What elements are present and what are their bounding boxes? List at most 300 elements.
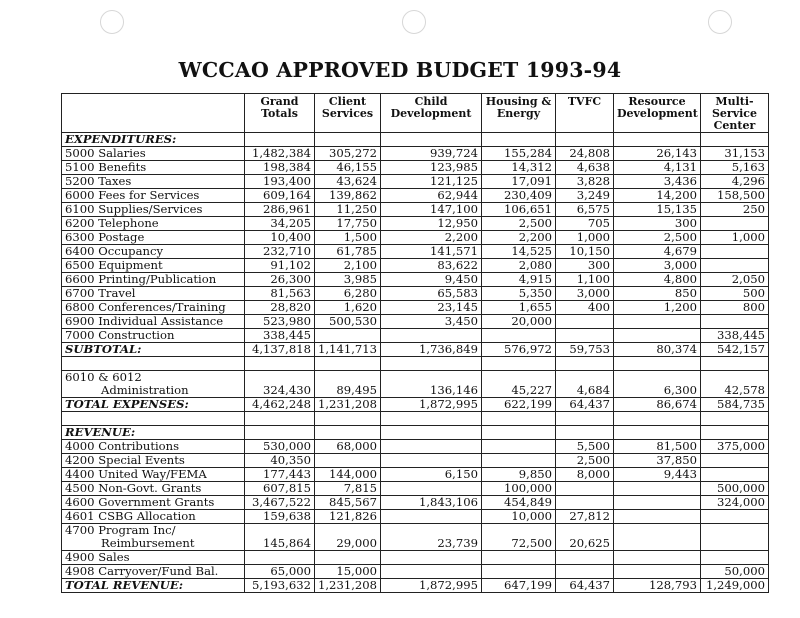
value-cell: [614, 315, 701, 329]
empty-cell: [245, 412, 315, 426]
value-cell: 1,620: [315, 301, 381, 315]
value-cell: [614, 510, 701, 524]
value-cell: 705: [556, 217, 614, 231]
header-label-cell: [62, 94, 245, 133]
account-code: 6700: [65, 286, 95, 300]
spacer-cell: [62, 357, 245, 371]
account-code: 6800: [65, 300, 95, 314]
empty-cell: [614, 133, 701, 147]
value-cell: [701, 468, 769, 482]
line-item-label: [62, 217, 245, 231]
col-header: Grand Totals: [245, 94, 315, 133]
value-cell: 158,500: [701, 189, 769, 203]
value-cell: 10,150: [556, 245, 614, 259]
value-cell: 500: [701, 287, 769, 301]
expense-row: [62, 203, 769, 217]
value-cell: 1,141,713: [315, 343, 381, 357]
account-name: Contributions: [98, 439, 180, 453]
value-cell: [381, 440, 482, 454]
value-cell: 1,736,849: [381, 343, 482, 357]
empty-cell: [245, 426, 315, 440]
line-item-label: [62, 440, 245, 454]
account-name: Fees for Services: [98, 188, 200, 202]
value-cell: 64,437: [556, 398, 614, 412]
value-cell: 24,808: [556, 147, 614, 161]
value-cell: 647,199: [482, 579, 556, 593]
value-cell: [381, 329, 482, 343]
value-cell: 3,249: [556, 189, 614, 203]
value-cell: 939,724: [381, 147, 482, 161]
empty-cell: [315, 357, 381, 371]
revenue-row: [62, 454, 769, 468]
empty-cell: [556, 412, 614, 426]
empty-cell: [482, 133, 556, 147]
account-code: 4600: [65, 495, 95, 509]
expense-row: [62, 161, 769, 175]
value-cell: [556, 551, 614, 565]
value-cell: 1,231,208: [315, 398, 381, 412]
empty-cell: [701, 412, 769, 426]
value-cell: 15,000: [315, 565, 381, 579]
value-cell: [556, 329, 614, 343]
value-cell: 121,125: [381, 175, 482, 189]
account-code: 6200: [65, 216, 95, 230]
line-item-label: [62, 273, 245, 287]
value-cell: 141,571: [381, 245, 482, 259]
empty-cell: [614, 426, 701, 440]
value-cell: 286,961: [245, 203, 315, 217]
punch-hole-center: [402, 10, 426, 34]
expense-row: [62, 147, 769, 161]
value-cell: 850: [614, 287, 701, 301]
value-cell: 1,500: [315, 231, 381, 245]
empty-cell: [614, 412, 701, 426]
empty-cell: [614, 357, 701, 371]
value-cell: [614, 496, 701, 510]
expense-row: [62, 329, 769, 343]
value-cell: 230,409: [482, 189, 556, 203]
value-cell: 155,284: [482, 147, 556, 161]
line-item-label: [62, 203, 245, 217]
value-cell: [482, 454, 556, 468]
value-cell: [381, 510, 482, 524]
value-cell: 2,200: [381, 231, 482, 245]
empty-cell: [701, 426, 769, 440]
col-header: TVFC: [556, 94, 614, 133]
value-cell: 4,462,248: [245, 398, 315, 412]
budget-table: [61, 93, 769, 593]
account-code: 4400: [65, 467, 95, 481]
value-cell: 523,980: [245, 315, 315, 329]
value-cell: [556, 315, 614, 329]
empty-cell: [482, 357, 556, 371]
empty-cell: [245, 133, 315, 147]
value-cell: 3,000: [556, 287, 614, 301]
value-cell: 11,250: [315, 203, 381, 217]
value-cell: 4,638: [556, 161, 614, 175]
expense-row: [62, 217, 769, 231]
spacer-row: [62, 357, 769, 371]
line-item-label: [62, 565, 245, 579]
value-cell: 500,000: [701, 482, 769, 496]
value-cell: 324,000: [701, 496, 769, 510]
account-name: Administration: [101, 383, 189, 397]
value-cell: [482, 440, 556, 454]
value-cell: 14,312: [482, 161, 556, 175]
value-cell: 1,482,384: [245, 147, 315, 161]
account-name: CSBG Allocation: [98, 509, 196, 523]
account-name: Benefits: [98, 160, 147, 174]
account-code: 5200: [65, 174, 95, 188]
expense-row: [62, 287, 769, 301]
value-cell: 17,091: [482, 175, 556, 189]
value-cell: 300: [614, 217, 701, 231]
account-name: Supplies/Services: [98, 202, 203, 216]
empty-cell: [315, 426, 381, 440]
value-cell: 584,735: [701, 398, 769, 412]
account-code: 4000: [65, 439, 95, 453]
expense-row: [62, 189, 769, 203]
value-cell: 250: [701, 203, 769, 217]
value-cell: 123,985: [381, 161, 482, 175]
value-cell: 23,145: [381, 301, 482, 315]
col-header: Child Development: [381, 94, 482, 133]
administration-row: [62, 371, 769, 398]
value-cell: 62,944: [381, 189, 482, 203]
value-cell: [482, 551, 556, 565]
value-cell: 4,800: [614, 273, 701, 287]
empty-cell: [381, 426, 482, 440]
section-row-expenditures: [62, 133, 769, 147]
value-cell: 10,000: [482, 510, 556, 524]
empty-cell: [701, 133, 769, 147]
value-cell: [701, 454, 769, 468]
empty-cell: [381, 412, 482, 426]
value-cell: 542,157: [701, 343, 769, 357]
empty-cell: [482, 412, 556, 426]
account-name: Equipment: [98, 258, 163, 272]
value-cell: 1,000: [556, 231, 614, 245]
value-cell: 1,872,995: [381, 398, 482, 412]
value-cell: [614, 565, 701, 579]
value-cell: 305,272: [315, 147, 381, 161]
value-cell: 45,227: [482, 371, 556, 398]
total-expenses-row: [62, 398, 769, 412]
value-cell: 530,000: [245, 440, 315, 454]
expense-row: [62, 259, 769, 273]
value-cell: 46,155: [315, 161, 381, 175]
value-cell: 8,000: [556, 468, 614, 482]
account-name: Occupancy: [98, 244, 164, 258]
value-cell: 14,200: [614, 189, 701, 203]
value-cell: 5,193,632: [245, 579, 315, 593]
value-cell: [614, 482, 701, 496]
line-item-label: [62, 524, 245, 551]
value-cell: 86,674: [614, 398, 701, 412]
col-header: Resource Development: [614, 94, 701, 133]
value-cell: 14,525: [482, 245, 556, 259]
expense-row: [62, 301, 769, 315]
account-code: 4200: [65, 453, 95, 467]
value-cell: 139,862: [315, 189, 381, 203]
value-cell: 3,828: [556, 175, 614, 189]
value-cell: 2,500: [614, 231, 701, 245]
value-cell: [482, 565, 556, 579]
expense-row: [62, 273, 769, 287]
account-code: 4700: [65, 523, 95, 537]
account-code: 6900: [65, 314, 95, 328]
value-cell: 9,443: [614, 468, 701, 482]
value-cell: 800: [701, 301, 769, 315]
value-cell: [381, 565, 482, 579]
value-cell: 81,563: [245, 287, 315, 301]
value-cell: 1,843,106: [381, 496, 482, 510]
line-item-label: [62, 189, 245, 203]
value-cell: 6,150: [381, 468, 482, 482]
col-header: Multi-Service Center: [701, 94, 769, 133]
account-code: 4601: [65, 509, 95, 523]
value-cell: 3,436: [614, 175, 701, 189]
account-code: 6100: [65, 202, 95, 216]
empty-cell: [381, 133, 482, 147]
spacer-cell: [62, 412, 245, 426]
account-name: Reimbursement: [101, 536, 195, 550]
value-cell: 144,000: [315, 468, 381, 482]
account-name: Non-Govt. Grants: [98, 481, 202, 495]
value-cell: 1,100: [556, 273, 614, 287]
line-item-label: [62, 287, 245, 301]
value-cell: 80,374: [614, 343, 701, 357]
value-cell: [381, 551, 482, 565]
account-name: Taxes: [98, 174, 132, 188]
value-cell: [556, 482, 614, 496]
account-code: 4900: [65, 550, 95, 564]
value-cell: 5,163: [701, 161, 769, 175]
account-code: 5000: [65, 146, 95, 160]
value-cell: 9,850: [482, 468, 556, 482]
account-code: 6400: [65, 244, 95, 258]
value-cell: [614, 551, 701, 565]
empty-cell: [315, 412, 381, 426]
value-cell: 65,583: [381, 287, 482, 301]
value-cell: 20,000: [482, 315, 556, 329]
value-cell: 324,430: [245, 371, 315, 398]
section-row-revenue: [62, 426, 769, 440]
value-cell: [381, 454, 482, 468]
total-label: TOTAL EXPENSES:: [62, 398, 245, 412]
value-cell: 4,684: [556, 371, 614, 398]
value-cell: 4,296: [701, 175, 769, 189]
empty-cell: [556, 426, 614, 440]
value-cell: 42,578: [701, 371, 769, 398]
account-code: 6000: [65, 188, 95, 202]
value-cell: 622,199: [482, 398, 556, 412]
account-name: Postage: [98, 230, 145, 244]
line-item-label: [62, 496, 245, 510]
value-cell: [381, 482, 482, 496]
value-cell: 2,080: [482, 259, 556, 273]
account-name: Telephone: [98, 216, 159, 230]
value-cell: 147,100: [381, 203, 482, 217]
value-cell: 400: [556, 301, 614, 315]
value-cell: 15,135: [614, 203, 701, 217]
account-code: 6010 & 6012: [65, 370, 142, 384]
line-item-label: [62, 231, 245, 245]
account-name: Carryover/Fund Bal.: [98, 564, 219, 578]
expense-row: [62, 175, 769, 189]
value-cell: 17,750: [315, 217, 381, 231]
value-cell: [556, 496, 614, 510]
revenue-row: [62, 440, 769, 454]
line-item-label: [62, 510, 245, 524]
value-cell: 232,710: [245, 245, 315, 259]
value-cell: 37,850: [614, 454, 701, 468]
account-name: Salaries: [98, 146, 146, 160]
value-cell: [614, 524, 701, 551]
line-item-label: [62, 371, 245, 398]
line-item-label: [62, 454, 245, 468]
account-name: Conferences/Training: [98, 300, 226, 314]
value-cell: 607,815: [245, 482, 315, 496]
value-cell: 2,200: [482, 231, 556, 245]
col-header: Housing & Energy: [482, 94, 556, 133]
header-row: [62, 94, 769, 133]
value-cell: 609,164: [245, 189, 315, 203]
account-code: 5100: [65, 160, 95, 174]
value-cell: [701, 259, 769, 273]
value-cell: 26,143: [614, 147, 701, 161]
account-name: Program Inc/: [98, 523, 176, 537]
value-cell: 500,530: [315, 315, 381, 329]
value-cell: 198,384: [245, 161, 315, 175]
empty-cell: [381, 357, 482, 371]
value-cell: 106,651: [482, 203, 556, 217]
section-label: REVENUE:: [62, 426, 245, 440]
value-cell: 3,985: [315, 273, 381, 287]
value-cell: 4,679: [614, 245, 701, 259]
account-code: 6500: [65, 258, 95, 272]
spacer-row: [62, 412, 769, 426]
value-cell: 159,638: [245, 510, 315, 524]
line-item-label: [62, 329, 245, 343]
value-cell: [315, 551, 381, 565]
revenue-row: [62, 551, 769, 565]
account-name: Government Grants: [98, 495, 215, 509]
punch-hole-left: [100, 10, 124, 34]
account-name: Sales: [98, 550, 130, 564]
section-label: EXPENDITURES:: [62, 133, 245, 147]
value-cell: 1,249,000: [701, 579, 769, 593]
line-item-label: [62, 245, 245, 259]
value-cell: 177,443: [245, 468, 315, 482]
account-name: Printing/Publication: [98, 272, 217, 286]
account-code: 6600: [65, 272, 95, 286]
empty-cell: [556, 357, 614, 371]
value-cell: 338,445: [701, 329, 769, 343]
line-item-label: [62, 482, 245, 496]
total-revenue-row: [62, 579, 769, 593]
value-cell: 6,280: [315, 287, 381, 301]
value-cell: 1,231,208: [315, 579, 381, 593]
account-name: Individual Assistance: [98, 314, 224, 328]
value-cell: [701, 510, 769, 524]
value-cell: 193,400: [245, 175, 315, 189]
page-title: WCCAO APPROVED BUDGET 1993-94: [178, 58, 622, 82]
value-cell: [556, 565, 614, 579]
value-cell: 2,050: [701, 273, 769, 287]
value-cell: 454,849: [482, 496, 556, 510]
value-cell: [701, 217, 769, 231]
value-cell: 6,300: [614, 371, 701, 398]
value-cell: 64,437: [556, 579, 614, 593]
line-item-label: [62, 315, 245, 329]
value-cell: 2,500: [556, 454, 614, 468]
line-item-label: [62, 147, 245, 161]
value-cell: 89,495: [315, 371, 381, 398]
value-cell: 20,625: [556, 524, 614, 551]
value-cell: 9,450: [381, 273, 482, 287]
value-cell: 81,500: [614, 440, 701, 454]
value-cell: 576,972: [482, 343, 556, 357]
revenue-row: [62, 468, 769, 482]
revenue-row: [62, 482, 769, 496]
value-cell: [315, 454, 381, 468]
value-cell: 3,000: [614, 259, 701, 273]
value-cell: 72,500: [482, 524, 556, 551]
value-cell: [701, 245, 769, 259]
value-cell: 121,826: [315, 510, 381, 524]
value-cell: [614, 329, 701, 343]
value-cell: 34,205: [245, 217, 315, 231]
value-cell: 136,146: [381, 371, 482, 398]
account-name: Construction: [98, 328, 175, 342]
value-cell: 128,793: [614, 579, 701, 593]
value-cell: 4,137,818: [245, 343, 315, 357]
value-cell: 1,200: [614, 301, 701, 315]
value-cell: 28,820: [245, 301, 315, 315]
expense-row: [62, 245, 769, 259]
value-cell: 2,500: [482, 217, 556, 231]
value-cell: 91,102: [245, 259, 315, 273]
value-cell: [701, 524, 769, 551]
line-item-label: [62, 175, 245, 189]
value-cell: 6,575: [556, 203, 614, 217]
account-name: Travel: [98, 286, 136, 300]
expense-row: [62, 315, 769, 329]
value-cell: 1,655: [482, 301, 556, 315]
value-cell: 3,450: [381, 315, 482, 329]
line-item-label: [62, 259, 245, 273]
value-cell: 65,000: [245, 565, 315, 579]
value-cell: 1,872,995: [381, 579, 482, 593]
punch-hole-right: [708, 10, 732, 34]
value-cell: [245, 551, 315, 565]
empty-cell: [556, 133, 614, 147]
col-header: Client Services: [315, 94, 381, 133]
value-cell: 338,445: [245, 329, 315, 343]
value-cell: 4,131: [614, 161, 701, 175]
subtotal-row: [62, 343, 769, 357]
value-cell: [701, 551, 769, 565]
line-item-label: [62, 468, 245, 482]
revenue-row: [62, 565, 769, 579]
value-cell: 300: [556, 259, 614, 273]
value-cell: 59,753: [556, 343, 614, 357]
value-cell: 40,350: [245, 454, 315, 468]
empty-cell: [315, 133, 381, 147]
line-item-label: [62, 161, 245, 175]
value-cell: 375,000: [701, 440, 769, 454]
